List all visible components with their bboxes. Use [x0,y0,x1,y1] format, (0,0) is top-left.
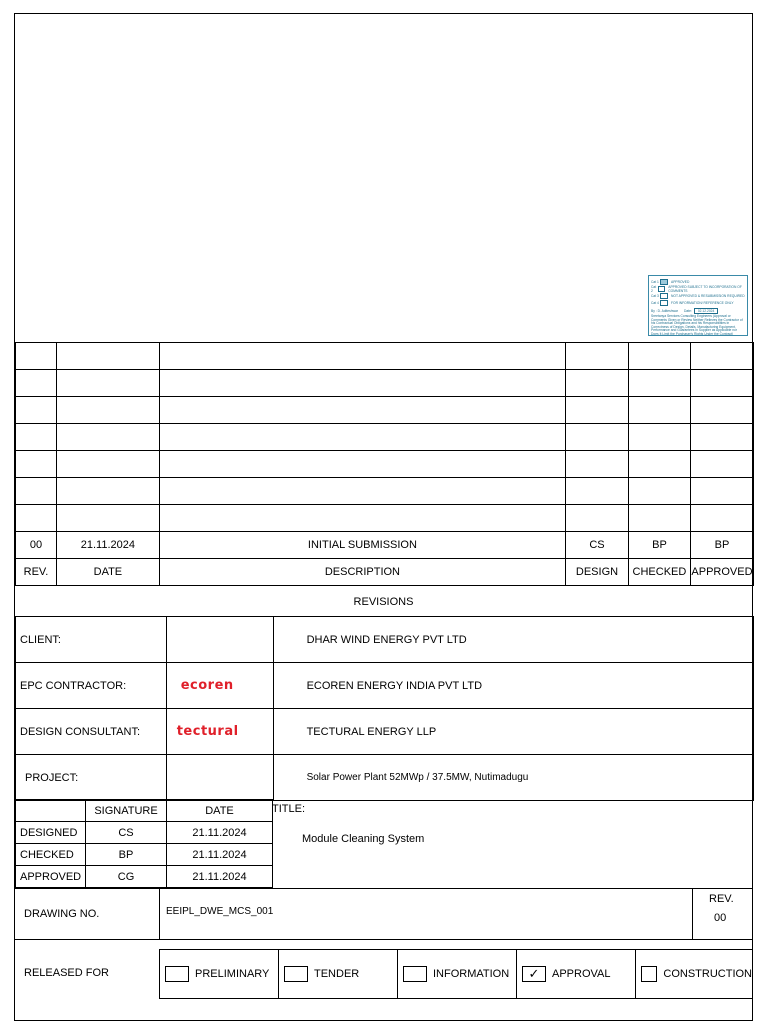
epc-logo-cell [166,663,273,709]
revision-empty-cell [690,397,753,424]
signature-role: DESIGNED [16,822,86,844]
signature-initials: CG [86,866,167,888]
rev-approved: BP [690,532,753,559]
signature-table [15,799,273,888]
project-row [16,755,754,801]
header-design: DESIGN [566,559,629,586]
drawing-rev-label: REV. [709,893,734,905]
revision-empty-row [16,505,754,532]
revision-empty-cell [690,451,753,478]
drawing-area [15,14,752,342]
revision-empty-cell [566,370,629,397]
revision-empty-cell [16,451,57,478]
epc-label: EPC CONTRACTOR: [16,663,167,709]
stamp-reviewer-line [651,307,745,314]
signature-corner [16,800,86,822]
signature-initials: CS [86,822,167,844]
option-tender[interactable] [279,950,398,998]
revision-empty-cell [159,451,565,478]
revision-entry-row [16,532,754,559]
revision-empty-cell [566,478,629,505]
revision-empty-row [16,343,754,370]
revision-empty-cell [16,424,57,451]
revision-empty-cell [56,370,159,397]
consultant-logo-cell [166,709,273,755]
revision-empty-row [16,478,754,505]
revision-empty-cell [56,424,159,451]
signature-row [16,844,273,866]
epc-row [16,663,754,709]
stamp-text: NOT APPROVED & RESUBMISSION REQUIRED [671,293,745,298]
signature-date: 21.11.2024 [167,822,273,844]
drawing-number-row [15,888,752,940]
stamp-date: 02.12.2024 [694,308,719,314]
revision-empty-cell [159,478,565,505]
stamp-row [651,299,745,306]
stamp-checkbox [660,279,668,285]
signature-role: APPROVED [16,866,86,888]
drawing-rev-value: 00 [714,912,727,924]
revisions-caption: REVISIONS [15,588,752,617]
title-value: Module Cleaning System [302,833,425,845]
revision-empty-cell [159,505,565,532]
signature-date-header: DATE [167,800,273,822]
revision-empty-cell [159,424,565,451]
signature-row [16,822,273,844]
drawing-number-cell [159,889,693,939]
signature-initials: BP [86,844,167,866]
revision-empty-cell [566,451,629,478]
revision-header-row [16,559,754,586]
parties-table [15,616,754,801]
revision-empty-cell [628,505,690,532]
signature-role: CHECKED [16,844,86,866]
drawing-number: EEIPL_DWE_MCS_001 [166,906,274,917]
tectural-logo: tectural [176,724,239,739]
header-description: DESCRIPTION [159,559,565,586]
checkbox-construction[interactable] [641,966,657,982]
stamp-note: Sreetanya Services Consulting Engineers (Approval or Comments Given or Review Neither Relieves the Contractor of his Contractual Obligations and his Responsibilities in Correctness of Design, Details, Manufacturing Equipment, Performance and Guarantees in Supplier as Applicable nor Does It Limit the Purchaser's Rights Under the Contract) [651,314,743,336]
stamp-text: APPROVED SUBJECT TO INCORPORATION OF COMMENTS [668,284,742,293]
revision-empty-cell [16,397,57,424]
revision-empty-cell [56,451,159,478]
signature-date: 21.11.2024 [167,866,273,888]
released-for-label: RELEASED FOR [24,967,109,979]
revision-empty-cell [159,397,565,424]
revision-empty-cell [628,397,690,424]
client-name: DHAR WIND ENERGY PVT LTD [273,617,753,663]
header-date: DATE [56,559,159,586]
revision-empty-cell [690,505,753,532]
stamp-checkbox [658,286,665,292]
option-label: PRELIMINARY [195,968,270,980]
revision-empty-cell [56,505,159,532]
rev-description: INITIAL SUBMISSION [159,532,565,559]
revision-empty-cell [16,343,57,370]
revision-empty-cell [628,478,690,505]
revision-empty-row [16,451,754,478]
signature-header-row [16,800,273,822]
drawing-frame [14,13,753,1021]
revision-empty-cell [690,424,753,451]
checkbox-preliminary[interactable] [165,966,189,982]
revision-empty-cell [159,370,565,397]
revision-table [15,342,754,586]
rev-date: 21.11.2024 [56,532,159,559]
signature-date: 21.11.2024 [167,844,273,866]
revision-empty-cell [690,478,753,505]
revision-empty-row [16,424,754,451]
option-label: APPROVAL [552,968,611,980]
header-approved: APPROVED [690,559,753,586]
client-row [16,617,754,663]
revision-empty-cell [628,451,690,478]
revision-empty-cell [566,397,629,424]
revision-empty-cell [628,343,690,370]
option-information[interactable] [398,950,517,998]
stamp-text: FOR INFORMATION/ REFERENCE ONLY [671,300,734,305]
title-block [272,799,752,888]
client-logo-cell [166,617,273,663]
option-label: TENDER [314,968,360,980]
revision-empty-cell [566,424,629,451]
title-label: TITLE: [272,803,306,815]
revision-empty-cell [566,505,629,532]
stamp-checkbox [660,293,668,299]
revision-empty-cell [159,343,565,370]
revision-empty-cell [56,478,159,505]
stamp-code: Cat 2 [651,284,657,293]
checkbox-tender[interactable] [284,966,308,982]
revision-empty-cell [56,397,159,424]
stamp-reviewer: By : D. Aditeshwar [651,308,678,313]
review-stamp [648,275,748,336]
rev-checked: BP [628,532,690,559]
signature-header: SIGNATURE [86,800,167,822]
ecoren-logo: ecoren [180,678,234,693]
header-rev: REV. [16,559,57,586]
stamp-row [651,285,745,292]
revision-empty-cell [56,343,159,370]
header-checked: CHECKED [628,559,690,586]
revision-empty-cell [16,478,57,505]
stamp-row [651,292,745,299]
revision-empty-cell [628,370,690,397]
drawing-number-label: DRAWING NO. [24,908,100,920]
revision-empty-cell [690,370,753,397]
revision-empty-cell [16,370,57,397]
revision-empty-cell [566,343,629,370]
project-name: Solar Power Plant 52MWp / 37.5MW, Nutimadugu [273,755,753,801]
revision-empty-cell [16,505,57,532]
checkbox-approval[interactable]: ✓ [522,966,546,982]
signature-row [16,866,273,888]
client-label: CLIENT: [16,617,167,663]
released-options [159,949,753,999]
stamp-code: Cat 3 [651,293,659,298]
project-logo-cell [166,755,273,801]
stamp-date-label: Date: [683,308,692,313]
released-for-row [15,938,752,1022]
revision-empty-cell [690,343,753,370]
checkbox-information[interactable] [403,966,427,982]
stamp-checkbox [660,300,668,306]
option-construction[interactable] [636,950,752,998]
consultant-row [16,709,754,755]
stamp-code: Cat 4 [651,300,659,305]
rev-design: CS [566,532,629,559]
rev-number: 00 [16,532,57,559]
stamp-text: APPROVED [671,279,690,284]
revision-empty-cell [628,424,690,451]
revision-empty-row [16,397,754,424]
stamp-code: Cat 1 [651,279,659,284]
option-label: CONSTRUCTION [663,968,752,980]
consultant-label: DESIGN CONSULTANT: [16,709,167,755]
revision-empty-row [16,370,754,397]
project-label: PROJECT: [16,755,167,801]
consultant-name: TECTURAL ENERGY LLP [273,709,753,755]
option-preliminary[interactable] [160,950,279,998]
epc-name: ECOREN ENERGY INDIA PVT LTD [273,663,753,709]
option-label: INFORMATION [433,968,510,980]
option-approval[interactable] [517,950,636,998]
